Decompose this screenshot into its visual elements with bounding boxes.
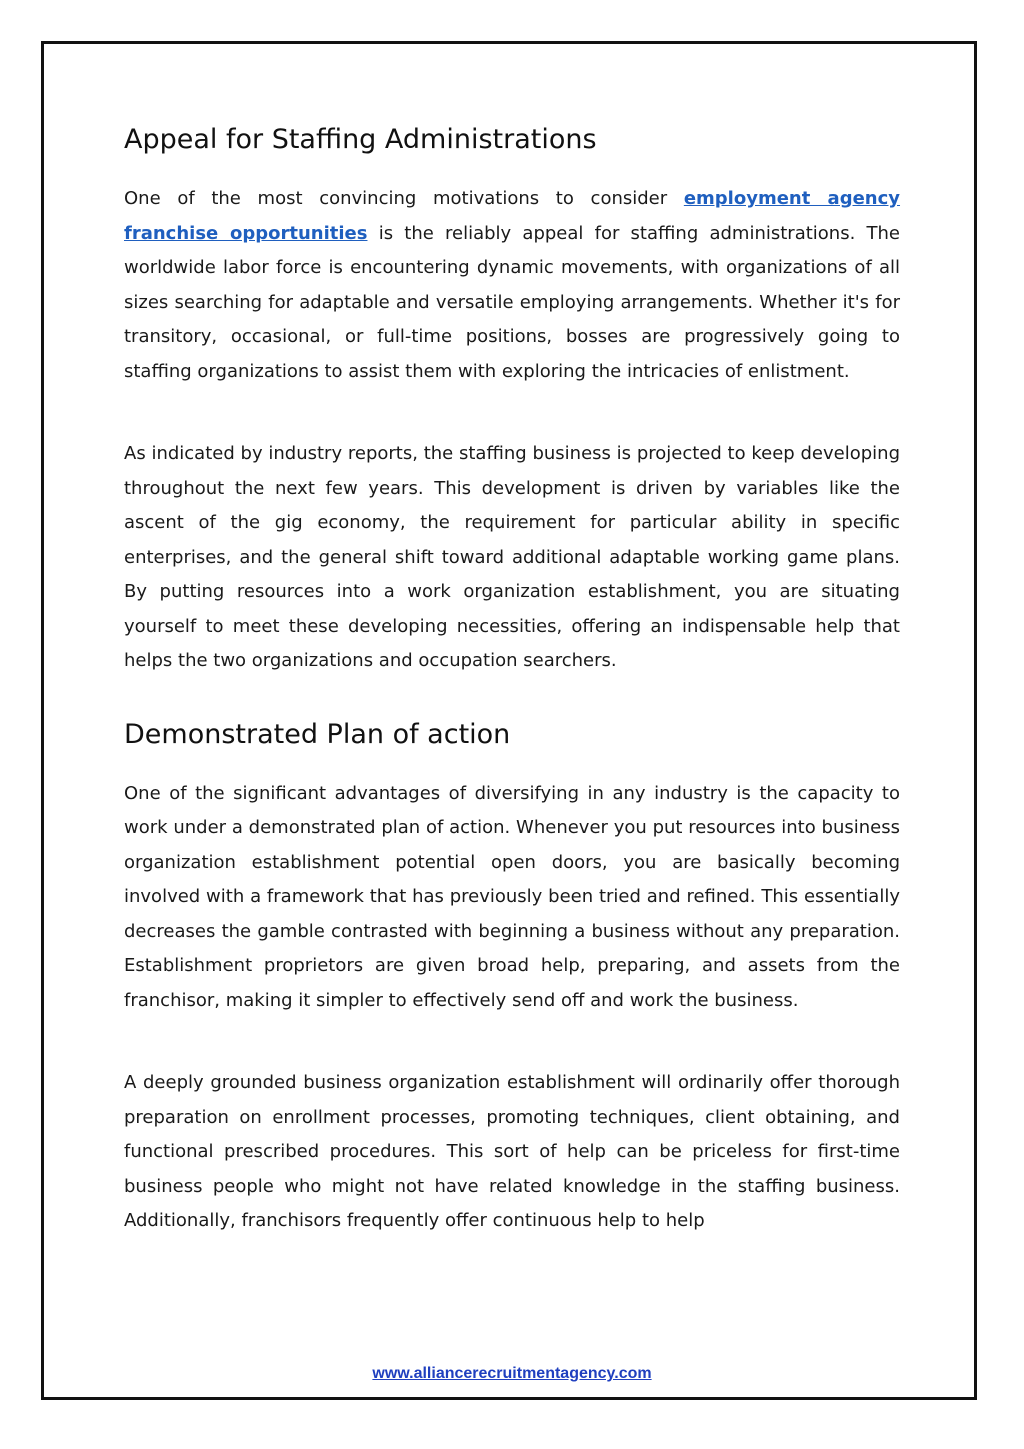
paragraph-plan-2: A deeply grounded business organization establishment will ordinarily offer thorough preparation on enrollment processes, promoting techniques, client obtaining, and functional prescribed procedures. This sort of help can be priceless for first-time business people who might not have related knowledge in the staffing business. Additionally, franchisors frequently offer continuous help to help [124,1072,900,1231]
paragraph-text: is the reliably appeal for staffing administrations. The worldwide labor force is encountering dynamic movements, with organizations of all sizes searching for adaptable and versatile employing arrangements. Whether it's for transitory, occasional, or full-time positions, bosses are progressively going to staffing organizations to assist them with exploring the intricacies of enlistment. [124,222,900,382]
heading-appeal: Appeal for Staffing Administrations [124,124,597,155]
paragraph-appeal-1 [124,182,900,389]
paragraph-text: One of the most convincing motivations to consider [124,188,684,209]
employment-agency-franchise-link[interactable]: employment agency franchise opportunities [124,188,901,244]
paragraph-plan-1: One of the significant advantages of diversifying in any industry is the capacity to work under a demonstrated plan of action. Whenever you put resources into business organization establishment potential open doors, you are basically becoming involved with a framework that has previously been tried and refined. This essentially decreases the gamble contrasted with beginning a business without any preparation. Establishment proprietors are given broad help, preparing, and assets from the franchisor, making it simpler to effectively send off and work the business. [124,782,900,1011]
heading-plan-of-action: Demonstrated Plan of action [124,718,511,750]
paragraph-appeal-2: As indicated by industry reports, the staffing business is projected to keep developing throughout the next few years. This development is driven by variables like the ascent of the gig economy, the requirement for particular ability in specific enterprises, and the general shift toward additional adaptable working game plans. By putting resources into a work organization establishment, you are situating yourself to meet these developing necessities, offering an indispensable help that helps the two organizations and occupation searchers. [124,443,900,671]
footer-website-link[interactable]: www.alliancerecruitmentagency.com [372,1365,652,1382]
footer [0,1365,1024,1383]
document-body [124,118,900,1239]
